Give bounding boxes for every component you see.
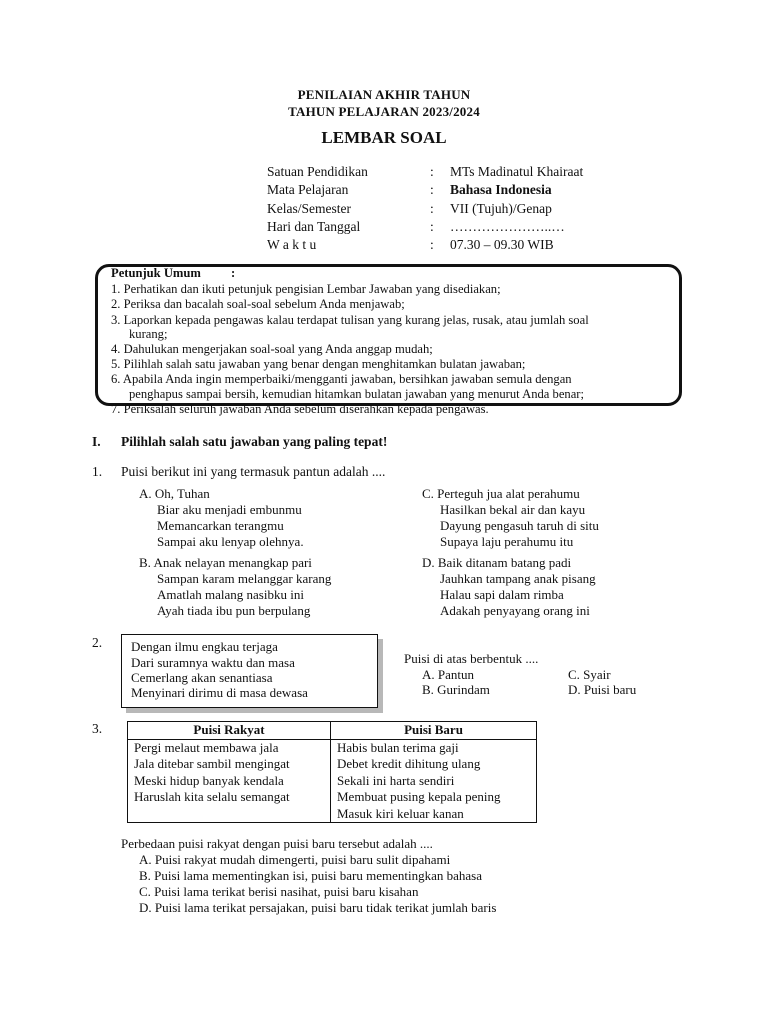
table-cell-baru — [331, 739, 537, 823]
info-row-kelas — [267, 201, 627, 219]
poem-line: Meski hidup banyak kendala — [134, 772, 284, 788]
info-colon: : — [430, 182, 434, 197]
q1-option-b[interactable]: B. Anak nelayan menangkap pari — [139, 555, 312, 570]
info-row-hari — [267, 219, 627, 237]
instruction-item: penghapus sampai bersih, kemudian hitamkan bulatan jawaban yang menurut Anda benar; — [129, 387, 584, 401]
instructions-title: Petunjuk Umum — [111, 266, 201, 280]
info-row-waktu — [267, 237, 627, 255]
instruction-item: 7. Periksalah seluruh jawaban Anda sebelum diserahkan kepada pengawas. — [111, 402, 489, 416]
q2-poem-line: Menyinari dirimu di masa dewasa — [131, 685, 308, 700]
info-value: …………………..… — [450, 219, 565, 234]
q3-option-b[interactable]: B. Puisi lama mementingkan isi, puisi baru mementingkan bahasa — [139, 868, 482, 883]
q1-option-d-line: Jauhkan tampang anak pisang — [440, 571, 596, 586]
instruction-item: 2. Periksa dan bacalah soal-soal sebelum Anda menjawab; — [111, 297, 405, 311]
instruction-item: 1. Perhatikan dan ikuti petunjuk pengisian Lembar Jawaban yang disediakan; — [111, 282, 501, 296]
q3-comparison-table — [127, 721, 537, 823]
page-title: LEMBAR SOAL — [321, 128, 447, 147]
q2-option-c[interactable]: C. Syair — [568, 667, 611, 682]
instruction-item: 5. Pilihlah salah satu jawaban yang benar dengan menghitamkan bulatan jawaban; — [111, 357, 526, 371]
q2-text: Puisi di atas berbentuk .... — [404, 651, 539, 666]
table-row — [128, 739, 537, 823]
q1-option-c-line: Hasilkan bekal air dan kayu — [440, 502, 586, 517]
info-value: 07.30 – 09.30 WIB — [450, 237, 554, 252]
info-label: Satuan Pendidikan — [267, 164, 368, 179]
poem-line: Sekali ini harta sendiri — [337, 772, 455, 788]
info-value: Bahasa Indonesia — [450, 182, 552, 197]
header-line-1: PENILAIAN AKHIR TAHUN — [297, 87, 471, 102]
q3-option-c[interactable]: C. Puisi lama terikat berisi nasihat, puisi baru kisahan — [139, 884, 419, 899]
poem-line: Pergi melaut membawa jala — [134, 739, 279, 755]
q2-poem-line: Cemerlang akan senantiasa — [131, 670, 273, 685]
info-label: Hari dan Tanggal — [267, 219, 361, 234]
info-label: Kelas/Semester — [267, 201, 351, 216]
poem-line: Habis bulan terima gaji — [337, 739, 459, 755]
q1-number: 1. — [92, 464, 103, 479]
q1-option-b-line: Sampan karam melanggar karang — [157, 571, 332, 586]
q3-option-a[interactable]: A. Puisi rakyat mudah dimengerti, puisi baru sulit dipahami — [139, 852, 451, 867]
poem-line: Masuk kiri keluar kanan — [337, 805, 464, 821]
table-header-row — [128, 722, 537, 740]
instruction-item: kurang; — [129, 327, 168, 341]
q3-number: 3. — [92, 721, 103, 736]
q1-option-c-line: Dayung pengasuh taruh di situ — [440, 518, 599, 533]
q1-option-b-line: Ayah tiada ibu pun berpulang — [157, 603, 311, 618]
q2-option-a[interactable]: A. Pantun — [422, 667, 474, 682]
info-row-satuan — [267, 164, 627, 182]
q1-option-d-line: Adakah penyayang orang ini — [440, 603, 590, 618]
info-value: VII (Tujuh)/Genap — [450, 201, 552, 216]
q3-option-d[interactable]: D. Puisi lama terikat persajakan, puisi baru tidak terikat jumlah baris — [139, 900, 497, 915]
info-colon: : — [430, 164, 434, 179]
poem-line: Jala ditebar sambil mengingat — [134, 756, 290, 771]
info-colon: : — [430, 201, 434, 216]
instructions-colon: : — [231, 266, 236, 280]
q2-option-b[interactable]: B. Gurindam — [422, 682, 490, 697]
q1-option-a-line: Sampai aku lenyap olehnya. — [157, 534, 304, 549]
table-header-baru: Puisi Baru — [331, 722, 537, 740]
instruction-item: 3. Laporkan kepada pengawas kalau terdapat tulisan yang kurang jelas, rusak, atau jumlah soal — [111, 313, 589, 327]
info-row-mapel — [267, 182, 627, 200]
info-label: W a k t u — [267, 237, 317, 252]
q1-option-d[interactable]: D. Baik ditanam batang padi — [422, 555, 572, 570]
instruction-item: 4. Dahulukan mengerjakan soal-soal yang Anda anggap mudah; — [111, 342, 433, 356]
q1-option-c-line: Supaya laju perahumu itu — [440, 534, 574, 549]
q1-option-d-line: Halau sapi dalam rimba — [440, 587, 564, 602]
instruction-item: 6. Apabila Anda ingin memperbaiki/mengganti jawaban, bersihkan jawaban semula dengan — [111, 372, 572, 386]
info-colon: : — [430, 219, 434, 234]
poem-line: Haruslah kita selalu semangat — [134, 789, 290, 804]
q2-poem-line: Dari suramnya waktu dan masa — [131, 655, 295, 670]
info-value: MTs Madinatul Khairaat — [450, 164, 584, 179]
q1-option-a-line: Biar aku menjadi embunmu — [157, 502, 302, 517]
q1-option-b-line: Amatlah malang nasibku ini — [157, 587, 304, 602]
table-cell-rakyat — [128, 739, 331, 823]
q1-option-a[interactable]: A. Oh, Tuhan — [139, 486, 210, 501]
table-header-rakyat: Puisi Rakyat — [128, 722, 331, 740]
info-colon: : — [430, 237, 434, 252]
poem-line: Membuat pusing kepala pening — [337, 789, 501, 804]
header-line-2: TAHUN PELAJARAN 2023/2024 — [288, 104, 480, 119]
poem-line: Debet kredit dihitung ulang — [337, 756, 481, 771]
section-title: Pilihlah salah satu jawaban yang paling tepat! — [121, 434, 388, 449]
info-label: Mata Pelajaran — [267, 182, 349, 197]
section-number: I. — [92, 434, 101, 449]
q1-text: Puisi berikut ini yang termasuk pantun adalah .... — [121, 464, 386, 479]
q2-option-d[interactable]: D. Puisi baru — [568, 682, 637, 697]
q1-option-a-line: Memancarkan terangmu — [157, 518, 284, 533]
q2-number: 2. — [92, 635, 103, 650]
q3-text: Perbedaan puisi rakyat dengan puisi baru tersebut adalah .... — [121, 836, 433, 851]
q1-option-c[interactable]: C. Perteguh jua alat perahumu — [422, 486, 580, 501]
q2-poem-line: Dengan ilmu engkau terjaga — [131, 639, 278, 654]
